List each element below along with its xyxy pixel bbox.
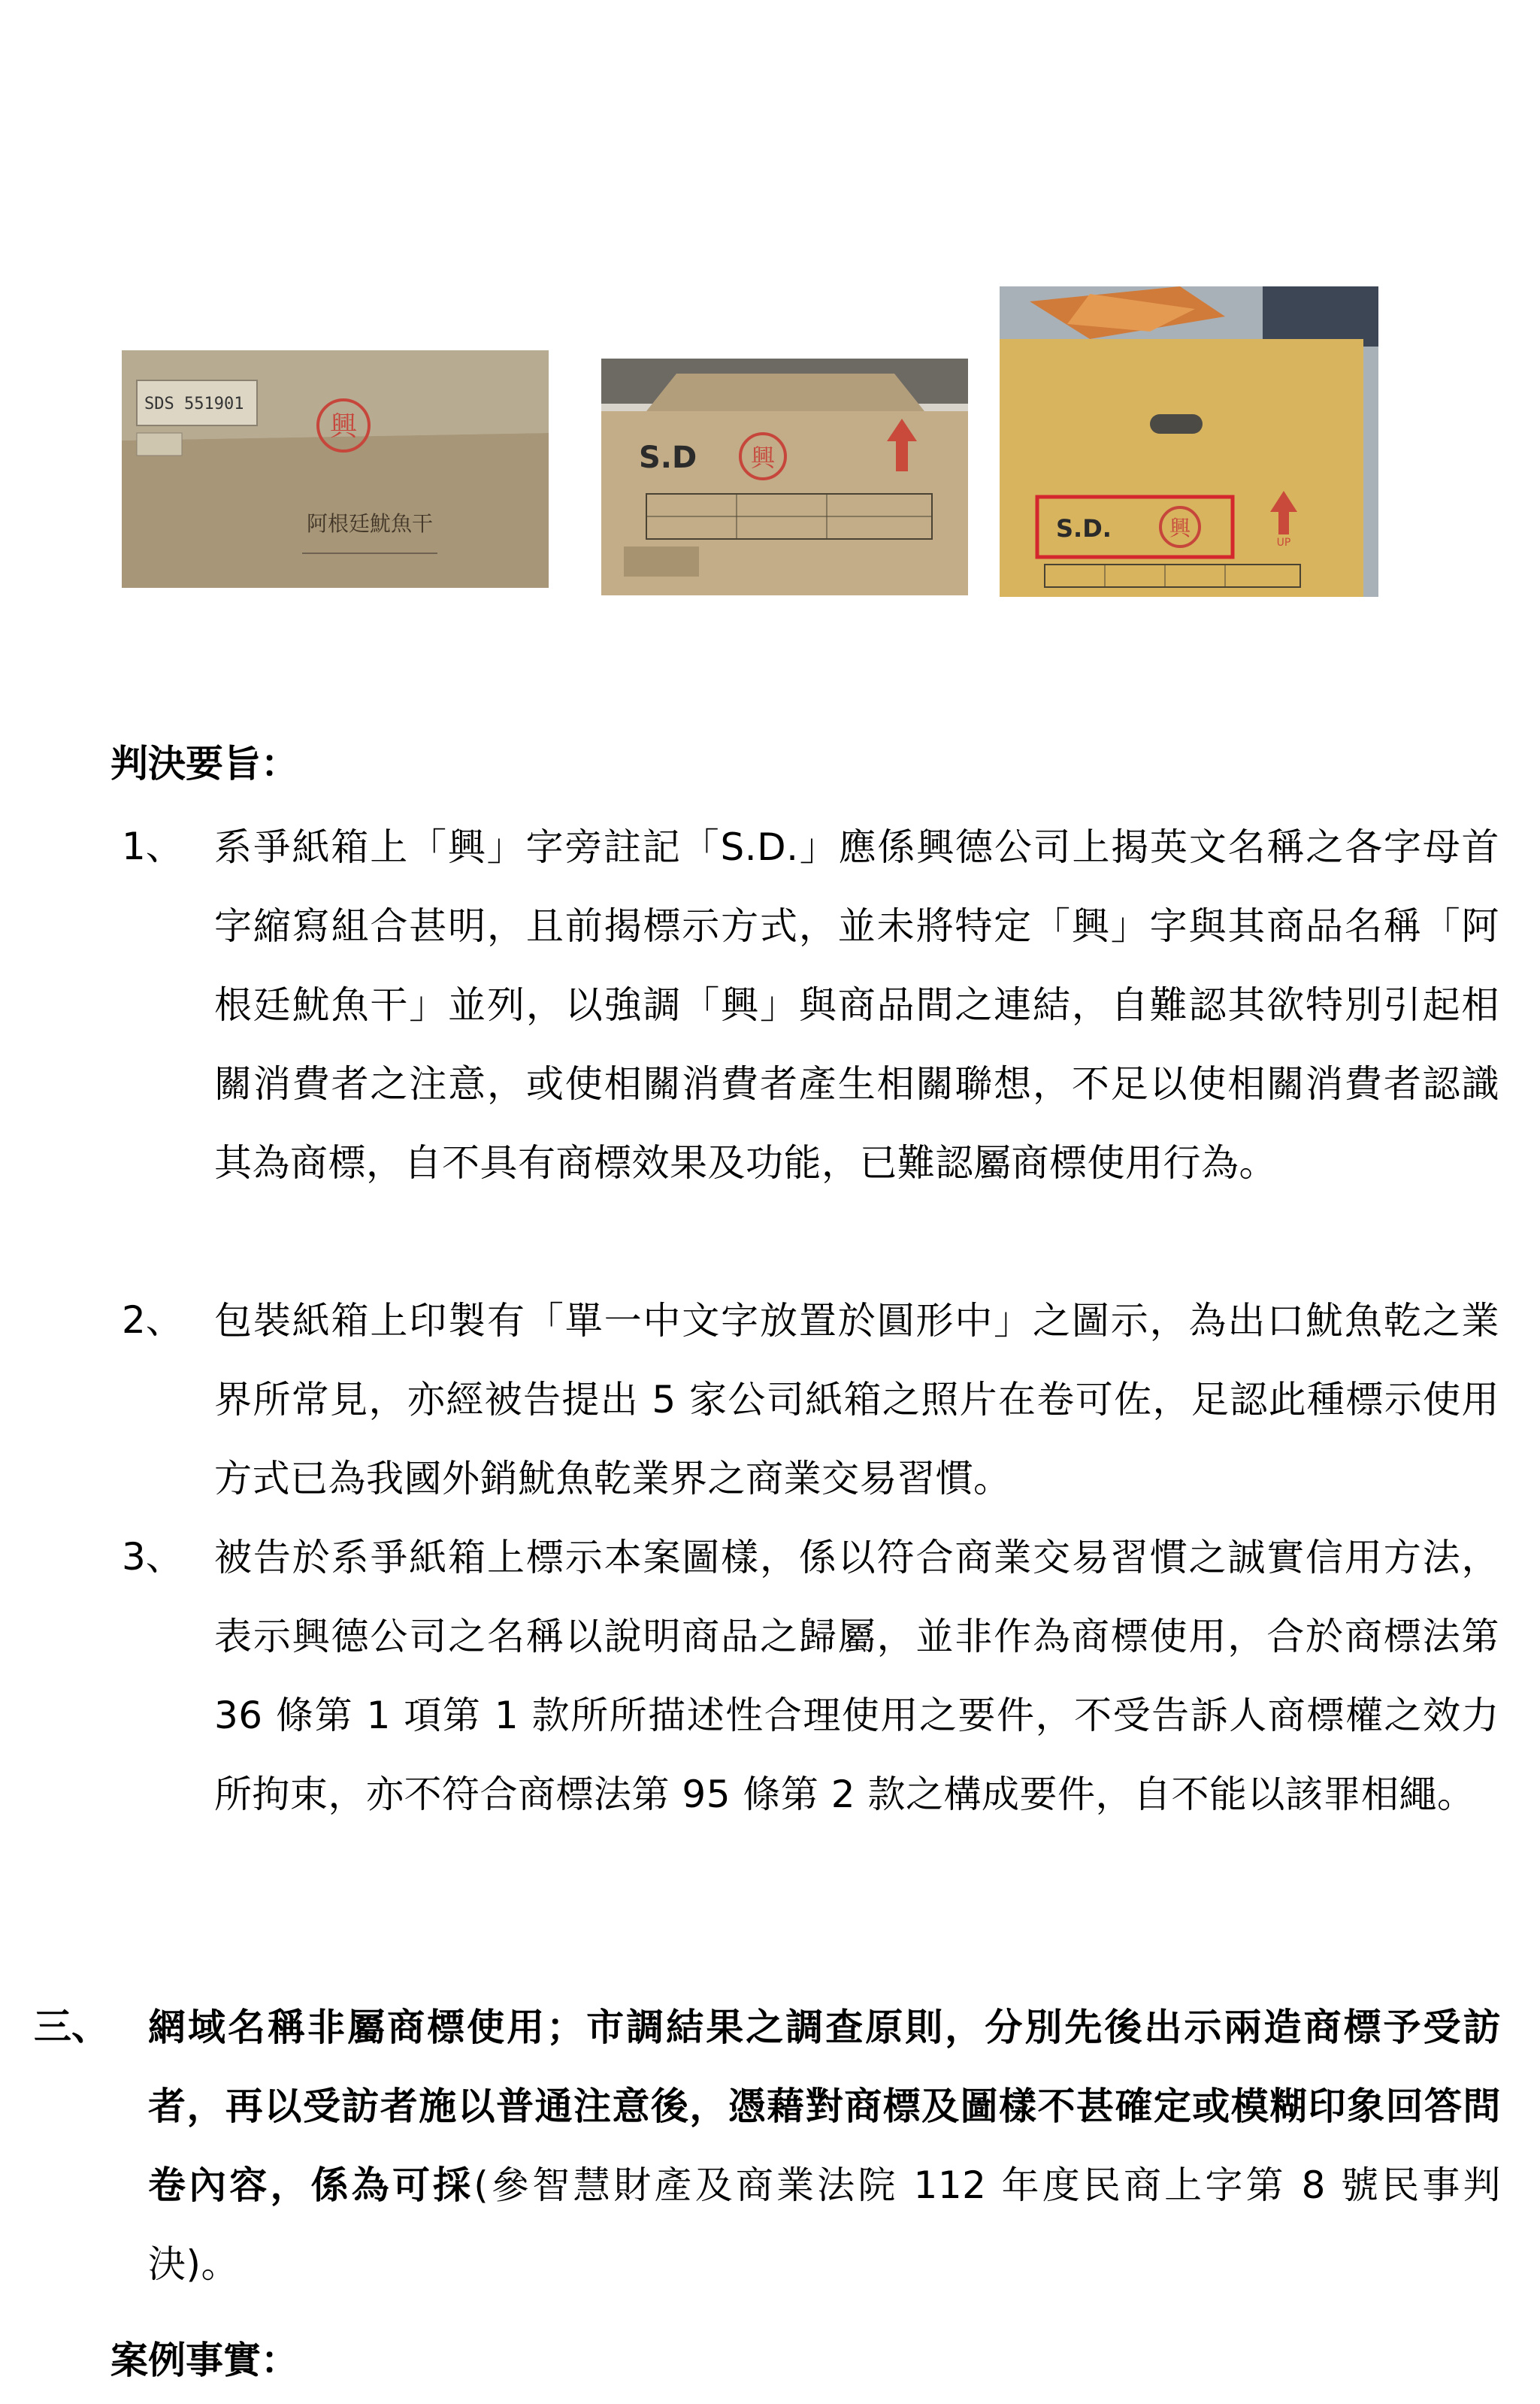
- section-3-bold-text: 網域名稱非屬商標使用；市調結果之調查原則，分別先後出示兩造商標予受訪者，再以受訪者施以普通注意後，憑藉對商標及圖樣不甚確定或模糊印象回答問卷內容，係為可採: [148, 2006, 1501, 2207]
- box-photo-1: [122, 350, 549, 588]
- box3-sd: S.D.: [1056, 514, 1112, 543]
- judgment-item-1-number: 1、: [122, 825, 183, 868]
- box3-stamp: 興: [1169, 516, 1191, 540]
- section-3-number: 三、: [34, 2005, 109, 2048]
- judgment-item-3-text: 被告於系爭紙箱上標示本案圖樣，係以符合商業交易習慣之誠實信用方法，表示興德公司之名稱以說明商品之歸屬，並非作為商標使用，合於商標法第 36 條第 1 項第 1 款所所描述性合理使用之要件，不受告訴人商標權之效力所拘束，亦不符合商標法第 95 條第 2 款之構成要件，自不能以該罪相繩。: [214, 1536, 1499, 1816]
- section-3-citation: (參智慧財產及商業法院 112 年度民商上字第 8 號民事判決)。: [148, 2163, 1502, 2286]
- box1-side-text: 阿根廷魷魚干: [306, 511, 434, 536]
- box2-sd: S.D: [639, 441, 697, 475]
- judgment-heading: 判決要旨：: [110, 742, 298, 786]
- box-photo-3: [1000, 286, 1378, 597]
- judgment-item-2-number: 2、: [122, 1298, 183, 1342]
- box1-handwriting: SDS 551901: [144, 395, 244, 413]
- judgment-item-3-number: 3、: [122, 1535, 183, 1579]
- box-photo-2: [601, 359, 968, 595]
- box1-stamp: 興: [329, 411, 358, 442]
- box3-up: UP: [1276, 537, 1291, 549]
- section-3-paragraph: [148, 1988, 1501, 2304]
- box2-stamp: 興: [750, 444, 776, 472]
- judgment-item-1-text: 系爭紙箱上「興」字旁註記「S.D.」應係興德公司上揭英文名稱之各字母首字縮寫組合甚明，且前揭標示方式，並未將特定「興」字與其商品名稱「阿根廷魷魚干」並列，以強調「興」與商品間之連結，自難認其欲特別引起相關消費者之注意，或使相關消費者產生相關聯想，不足以使相關消費者認識其為商標，自不具有商標效果及功能，已難認屬商標使用行為。: [214, 825, 1499, 1185]
- case-facts-heading: 案例事實：: [110, 2339, 298, 2382]
- judgment-item-2-text: 包裝紙箱上印製有「單一中文字放置於圓形中」之圖示，為出口魷魚乾之業界所常見，亦經被告提出 5 家公司紙箱之照片在卷可佐，足認此種標示使用方式已為我國外銷魷魚乾業界之商業交易習慣。: [214, 1299, 1499, 1500]
